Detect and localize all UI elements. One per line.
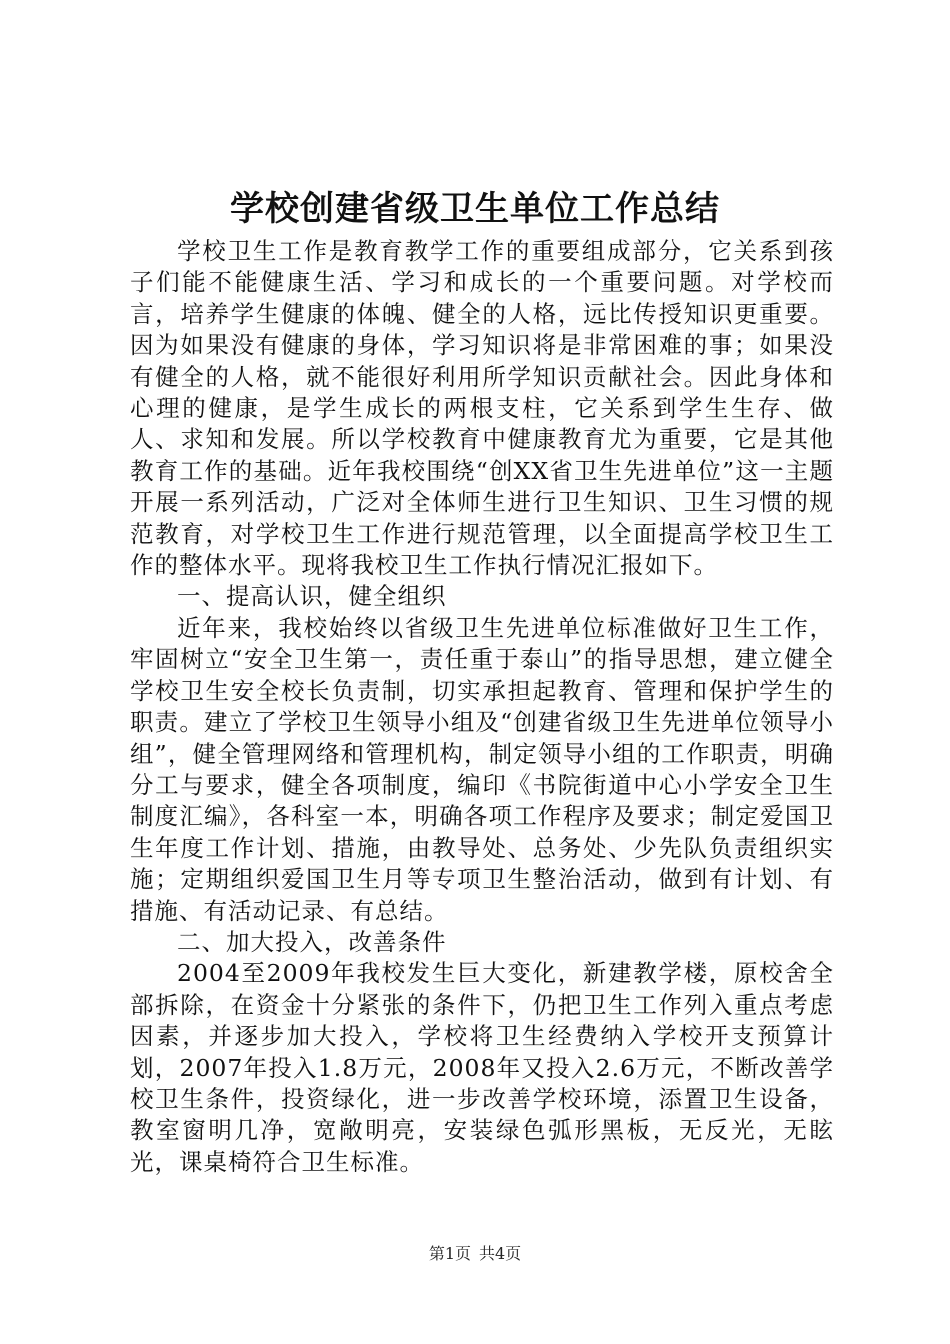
- page-total: 共4页: [479, 1244, 522, 1263]
- section-2-paragraph: 2004至2009年我校发生巨大变化，新建教学楼，原校舍全部拆除，在资金十分紧张的条件下，仍把卫生工作列入重点考虑因素，并逐步加大投入，学校将卫生经费纳入学校开支预算计划，2007年投入1.8万元，2008年又投入2.6万元，不断改善学校卫生条件，投资绿化，进一步改善学校环境，添置卫生设备，教室窗明几净，宽敞明亮，安装绿色弧形黑板，无反光，无眩光，课桌椅符合卫生标准。: [130, 959, 834, 1176]
- intro-paragraph: 学校卫生工作是教育教学工作的重要组成部分，它关系到孩子们能不能健康生活、学习和成长的一个重要问题。对学校而言，培养学生健康的体魄、健全的人格，远比传授知识更重要。因为如果没有健康的身体，学习知识将是非常困难的事；如果没有健全的人格，就不能很好利用所学知识贡献社会。因此身体和心理的健康，是学生成长的两根支柱，它关系到学生生存、做人、求知和发展。所以学校教育中健康教育尤为重要，它是其他教育工作的基础。近年我校围绕“创XX省卫生先进单位”这一主题开展一系列活动，广泛对全体师生进行卫生知识、卫生习惯的规范教育，对学校卫生工作进行规范管理，以全面提高学校卫生工作的整体水平。现将我校卫生工作执行情况汇报如下。: [130, 237, 834, 580]
- page-footer: [0, 1243, 950, 1265]
- document-title: 学校创建省级卫生单位工作总结: [230, 189, 720, 229]
- section-1-paragraph: 近年来，我校始终以省级卫生先进单位标准做好卫生工作，牢固树立“安全卫生第一，责任重于泰山”的指导思想，建立健全学校卫生安全校长负责制，切实承担起教育、管理和保护学生的职责。建立了学校卫生领导小组及“创建省级卫生先进单位领导小组”，健全管理网络和管理机构，制定领导小组的工作职责，明确分工与要求，健全各项制度，编印《书院街道中心小学安全卫生制度汇编》，各科室一本，明确各项工作程序及要求；制定爱国卫生年度工作计划、措施，由教导处、总务处、少先队负责组织实施；定期组织爱国卫生月等专项卫生整治活动，做到有计划、有措施、有活动记录、有总结。: [130, 613, 834, 925]
- document-body: [130, 236, 834, 1178]
- section-heading-1: 一、提高认识，健全组织: [177, 582, 447, 611]
- section-heading-2: 二、加大投入，改善条件: [177, 927, 447, 956]
- page-number: 第1页: [428, 1244, 471, 1263]
